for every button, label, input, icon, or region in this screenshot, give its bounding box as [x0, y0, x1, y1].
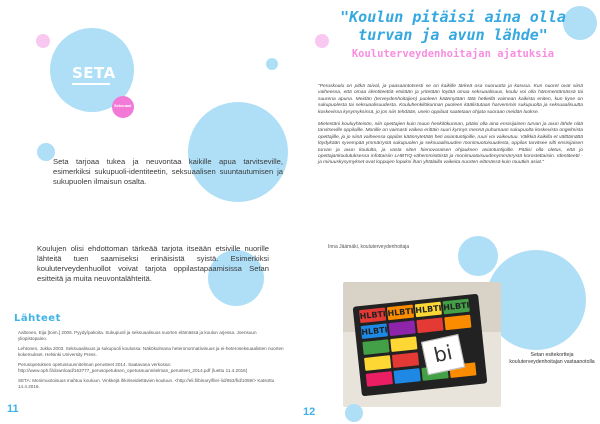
page-number: 12: [303, 406, 316, 418]
card-stack: [353, 294, 488, 397]
decorative-blue-dot: [266, 58, 278, 70]
body-paragraph: Koulujen olisi ehdottoman tärkeää tarjota itseään etsiville nuorille lähteitä tuen saamiseksi erinäisistä syistä. Esimerkiksi kouluterveydenhuollot voivat tarjota oppilastapaamisissa Setan esitteitä ja muita neuvontalähteitä.: [37, 244, 269, 283]
reference-item: Aaltonen, Eija [toim.] 2006. Pyydy/pakoita. Sukupuoli ja seksuaalisuus nuorten elämässä ja koulun arjessa. Joensuun yliopistopaino.: [18, 330, 257, 341]
brochure-card: [444, 315, 471, 331]
decorative-blue-dot: [345, 404, 363, 422]
brochure-card: HLBTI: [414, 303, 443, 316]
badge-text: Seksuaal: [114, 103, 132, 108]
brochure-card: HLBTI: [442, 300, 470, 313]
decorative-blue-circle: [188, 102, 288, 202]
article-title: "Koulun pitäisi aina olla turvan ja avun lähde": [340, 8, 566, 44]
reference-item: SETA: Monimuotoisuus mahtuu kouluun. Vinkkejä ihkiriseidettävien kouluun. <http://eli.fi/binary/file/-/id/653/fid/1059/> Katsottu 14.4.2016.: [18, 378, 275, 389]
brochure-card: [416, 318, 443, 334]
quote-paragraph: "Peruskoulu on pitkä taival, ja paasaantotsesti se on kaikille tärkeä osa nuoruutta ja kasvua. Kun nuoret ovat siinä vaiheessa, että omaa identiteettiä etsitään ja yritetään löytää omaa seksuaalisuus, koulu voi olla hämmentämässä tai suurena apuna. Meidän (terveydenhoitajien) puoleen käännytään tätä hetkellä vaimean kaikista eniten, kun kyse on sukupuolesta tai seksuaalisuudesta. Kouluhenkilökunnan puoleen käälistutaan harvemmin sukupuolta ja seksuaalisuutta koskevissa kysymyksissä, jo jos niin tehdään, usein oppilaat saatetaan ohjata suoraan meidän luokse.: [318, 84, 583, 115]
intro-paragraph: Seta tarjoaa tukea ja neuvontaa kaikille apua tarvitseville, esimerkiksi sukupuoli-identiteetin, seksuaalisen suuntautumisen ja sukupuolen ilmaisun osalta.: [53, 157, 283, 186]
brochure-card: HLBTI: [387, 306, 415, 319]
interview-quote: [318, 84, 583, 173]
brochure-card: [362, 339, 389, 355]
brochure-card: [366, 371, 393, 387]
bi-card: bi: [421, 334, 465, 375]
brochure-card: [390, 336, 417, 352]
logo-underline: [72, 83, 110, 85]
photo-caption: Setan esitekortteja kouluterveydenhoitajan vastaanotolla: [509, 352, 595, 365]
brochure-card: [394, 368, 421, 384]
reference-item: Lehtonen, Jukka 2003. Seksuaalisuus ja sukupuoli koulussa: Näkökulmana heteronormatiivisuus ja ei-heteroseksuaalisten nuorten kokemukset. Helsinki University Press.: [18, 346, 284, 357]
decorative-pink-circle: [36, 34, 50, 48]
quote-author: Inna Jäämäki, kouluterveydenhoitaja: [328, 244, 410, 250]
decorative-blue-circle: [458, 236, 498, 276]
brochure-card: [392, 352, 419, 368]
brochure-card: HLBTI: [359, 309, 387, 322]
seta-logo: SETA: [72, 64, 116, 82]
brochure-card: HLBTI: [360, 325, 389, 338]
sources-heading: Lähteet: [14, 313, 61, 324]
reference-item: Perusopetuksen opetussuunnitelman perusteet 2014. Saatavana verkossa: http://www.oph.fi/download/163777_perusopetuksen_opetussuunnitelman_perusteet_2014.pdf (luettu 11.4.2016): [18, 362, 248, 373]
decorative-blue-circle: [486, 250, 586, 350]
brochure-photo: [343, 282, 501, 407]
page-number: 11: [7, 403, 19, 415]
quote-paragraph: Mielestäni kouluyhteisön, niin opettajien kuin muun henkilökunnan, pitäisi olla aina ensisijainen turvan ja avun lähde niitä tarvitseville oppilaille. Monille on vaimasti vaikea erittäin suuri kynnys mennä puhumaan sukupuolta koskevista ongelmista opettajille, jo jo siinä vaiheessa oppilas käännytetään heti asiantuntijoille, ruuri voi vaikeutuu. Välkkiä kaikilla et välttämättä löydykään syvempää ymmärrystä sukupuolen ja seksuaalisuuden monimuotoisuudesta, oppilas tarvitsee silti ensisijaisen turvan ja avun koululta, ja vasta siten hienovaraisen ohjauksen asiantuntijoille. Pitäisi olla oletus, että jo opettajankoulutuksessa infottaisiin LHBTIQ-vähemmistöistä ja monimuotoisuudenymmärrystä korostettaisiin. Identiteetti -ja minuuskysymykset ovat loppujen lopuksi ihan yhtälailla vaikeita nuorten elämässä kuin muutkin asiat.": [318, 122, 583, 166]
reference-list: [18, 330, 286, 394]
brochure-card: [389, 320, 416, 336]
brochure-card: [364, 355, 391, 371]
article-subtitle: Kouluterveydenhoitajan ajatuksia: [351, 48, 555, 60]
